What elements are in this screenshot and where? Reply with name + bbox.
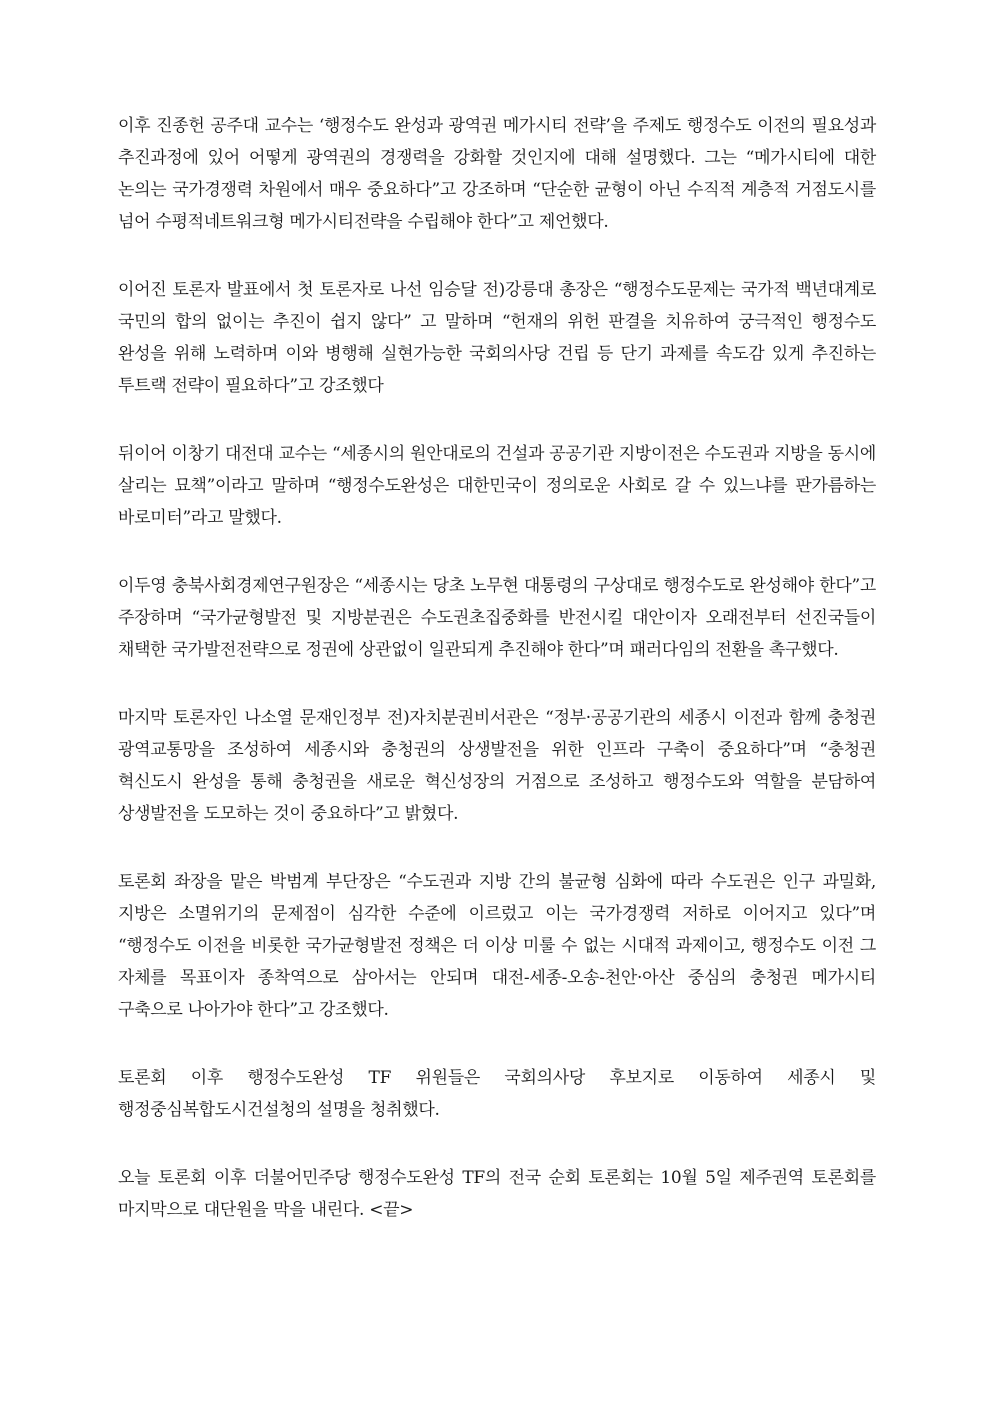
paragraph-6: 토론회 좌장을 맡은 박범계 부단장은 “수도권과 지방 간의 불균형 심화에 따라 수도권은 인구 과밀화, 지방은 소멸위기의 문제점이 심각한 수준에 이르렀고 이는 국가경쟁력 저하로 이어지고 있다”며 “행정수도 이전을 비롯한 국가균형발전 정책은 더 이상 미룰 수 없는 시대적 과제이고, 행정수도 이전 그 자체를 목표이자 종착역으로 삼아서는 안되며 대전-세종-오송-천안·아산 중심의 충청권 메가시티 구축으로 나아가야 한다”고 강조했다.	[118, 872, 876, 1020]
paragraph-4: 이두영 충북사회경제연구원장은 “세종시는 당초 노무현 대통령의 구상대로 행정수도로 완성해야 한다”고 주장하며 “국가균형발전 및 지방분권은 수도권초집중화를 반전시킬 대안이자 오래전부터 선진국들이 채택한 국가발전전략으로 정권에 상관없이 일관되게 추진해야 한다”며 패러다임의 전환을 촉구했다.	[118, 576, 876, 660]
paragraph-8: 오늘 토론회 이후 더불어민주당 행정수도완성 TF의 전국 순회 토론회는 10월 5일 제주권역 토론회를 마지막으로 대단원을 막을 내린다. <끝>	[118, 1168, 876, 1220]
paragraph-5: 마지막 토론자인 나소열 문재인정부 전)자치분권비서관은 “정부·공공기관의 세종시 이전과 함께 충청권 광역교통망을 조성하여 세종시와 충청권의 상생발전을 위한 인프라 구축이 중요하다”며 “충청권 혁신도시 완성을 통해 충청권을 새로운 혁신성장의 거점으로 조성하고 행정수도와 역할을 분담하여 상생발전을 도모하는 것이 중요하다”고 밝혔다.	[118, 708, 876, 824]
paragraph-3: 뒤이어 이창기 대전대 교수는 “세종시의 원안대로의 건설과 공공기관 지방이전은 수도권과 지방을 동시에 살리는 묘책”이라고 말하며 “행정수도완성은 대한민국이 정의로운 사회로 갈 수 있느냐를 판가름하는 바로미터”라고 말했다.	[118, 444, 876, 528]
paragraph-7: 토론회 이후 행정수도완성 TF 위원들은 국회의사당 후보지로 이동하여 세종시 및 행정중심복합도시건설청의 설명을 청취했다.	[118, 1068, 876, 1120]
paragraph-1: 이후 진종헌 공주대 교수는 ‘행정수도 완성과 광역권 메가시티 전략’을 주제도 행정수도 이전의 필요성과 추진과정에 있어 어떻게 광역권의 경쟁력을 강화할 것인지에 대해 설명했다. 그는 “메가시티에 대한 논의는 국가경쟁력 차원에서 매우 중요하다”고 강조하며 “단순한 균형이 아닌 수직적 계층적 거점도시를 넘어 수평적네트워크형 메가시티전략을 수립해야 한다”고 제언했다.	[118, 116, 876, 232]
paragraph-2: 이어진 토론자 발표에서 첫 토론자로 나선 임승달 전)강릉대 총장은 “행정수도문제는 국가적 백년대계로 국민의 합의 없이는 추진이 쉽지 않다” 고 말하며 “헌재의 위헌 판결을 치유하여 궁극적인 행정수도 완성을 위해 노력하며 이와 병행해 실현가능한 국회의사당 건립 등 단기 과제를 속도감 있게 추진하는 투트랙 전략이 필요하다”고 강조했다	[118, 280, 876, 396]
document-body	[118, 110, 876, 1262]
